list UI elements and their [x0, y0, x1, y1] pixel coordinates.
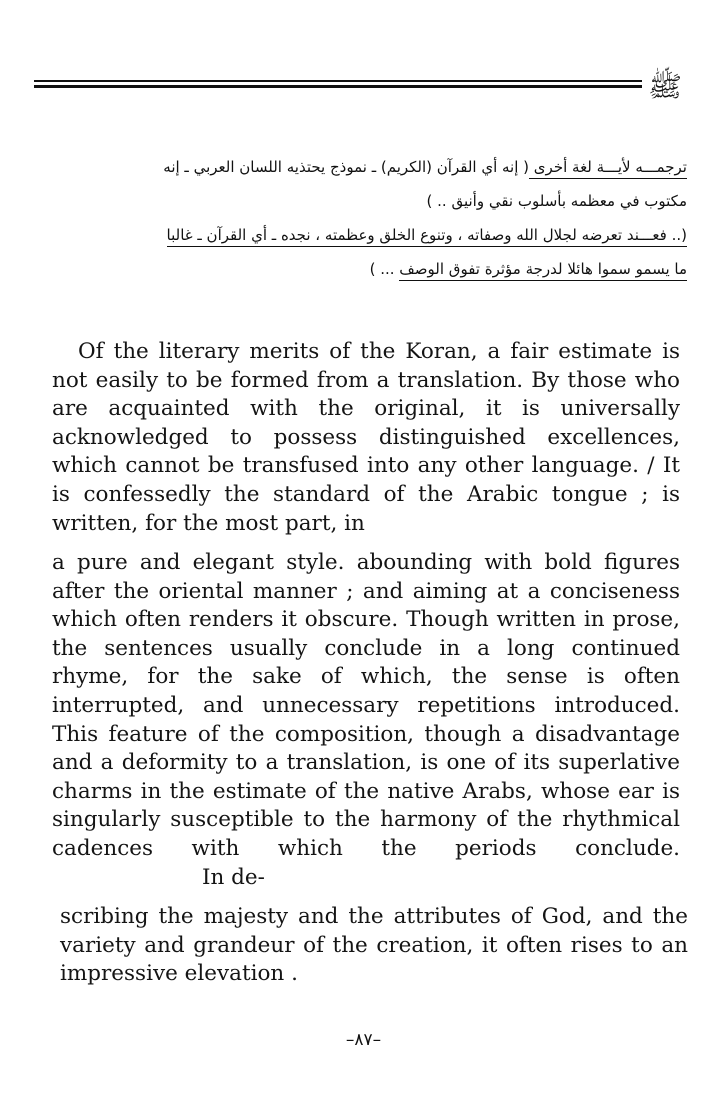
arabic-line-1-rest: ( إنه أي القرآن (الكريم) ـ نموذج يحتذيه اللسان العربي ـ إنه — [163, 158, 530, 176]
arabic-line-2-text: مكتوب في معظمه بأسلوب نقي وأنيق .. ) — [426, 192, 687, 210]
english-paragraph-1-text: Of the literary merits of the Koran, a fair estimate is not easily to be formed from a translation. By those who are acquainted with the original, it is universally acknowledged to possess distinguished excellences, which cannot be transfused into any other language. / It is confessedly the standard of the Arabic tongue ; is written, for the most part, in — [52, 339, 680, 536]
english-paragraph-2-text — [52, 549, 680, 892]
header-rule-thick — [34, 85, 642, 88]
english-paragraph-1 — [52, 338, 680, 538]
arabic-line-4-end: ... ) — [369, 260, 400, 278]
header-rule — [34, 80, 642, 88]
english-paragraph-3-text: scribing the majesty and the attributes of God, and the variety and grandeur of the creation, it often rises to an impressive elevation . — [60, 904, 688, 987]
seal-glyph: ﷺ — [648, 70, 682, 103]
arabic-line-3-quran: أي القرآن — [207, 226, 267, 247]
english-paragraph-2-body: a pure and elegant style. abounding with bold figures after the oriental manner ; and aiming at a conciseness which often renders it obscure. Though written in prose, the sentences usually conclude in a long continued rhyme, for the sake of which, the sense is often interrupted, and unnecessary repetitions introduced. This feature of the composition, though a disadvantage and a deformity to a translation, is one of its superlative charms in the estimate of the native Arabs, whose ear is singularly susceptible to the harmony of the rhythmical cadences with which the periods conclude. — [52, 550, 680, 861]
arabic-line-1 — [27, 150, 687, 184]
english-paragraph-2-tail: In de- — [202, 864, 265, 890]
english-paragraph-2 — [52, 549, 680, 892]
arabic-line-3-end: ـ غالبا — [167, 226, 207, 247]
arabic-line-4-underlined: ما يسمو سموا هائلا لدرجة مؤثرة تفوق الوصف — [399, 260, 687, 281]
arabic-line-2 — [27, 184, 687, 218]
header-rule-thin — [34, 80, 642, 82]
english-paragraph-3 — [60, 903, 688, 989]
arabic-quotation — [27, 150, 687, 286]
arabic-line-3 — [27, 218, 687, 252]
page-number: –٨٧– — [345, 1030, 382, 1050]
arabic-line-4 — [27, 252, 687, 286]
arabic-line-3-underlined: (.. فعـــند تعرضه لجلال الله وصفاته ، وتنوع الخلق وعظمته ، نجده ـ — [267, 226, 687, 247]
arabic-line-1-underlined: ترجمـــه لأيـــة لغة أخرى — [529, 158, 687, 179]
calligraphy-seal-icon — [648, 66, 682, 104]
